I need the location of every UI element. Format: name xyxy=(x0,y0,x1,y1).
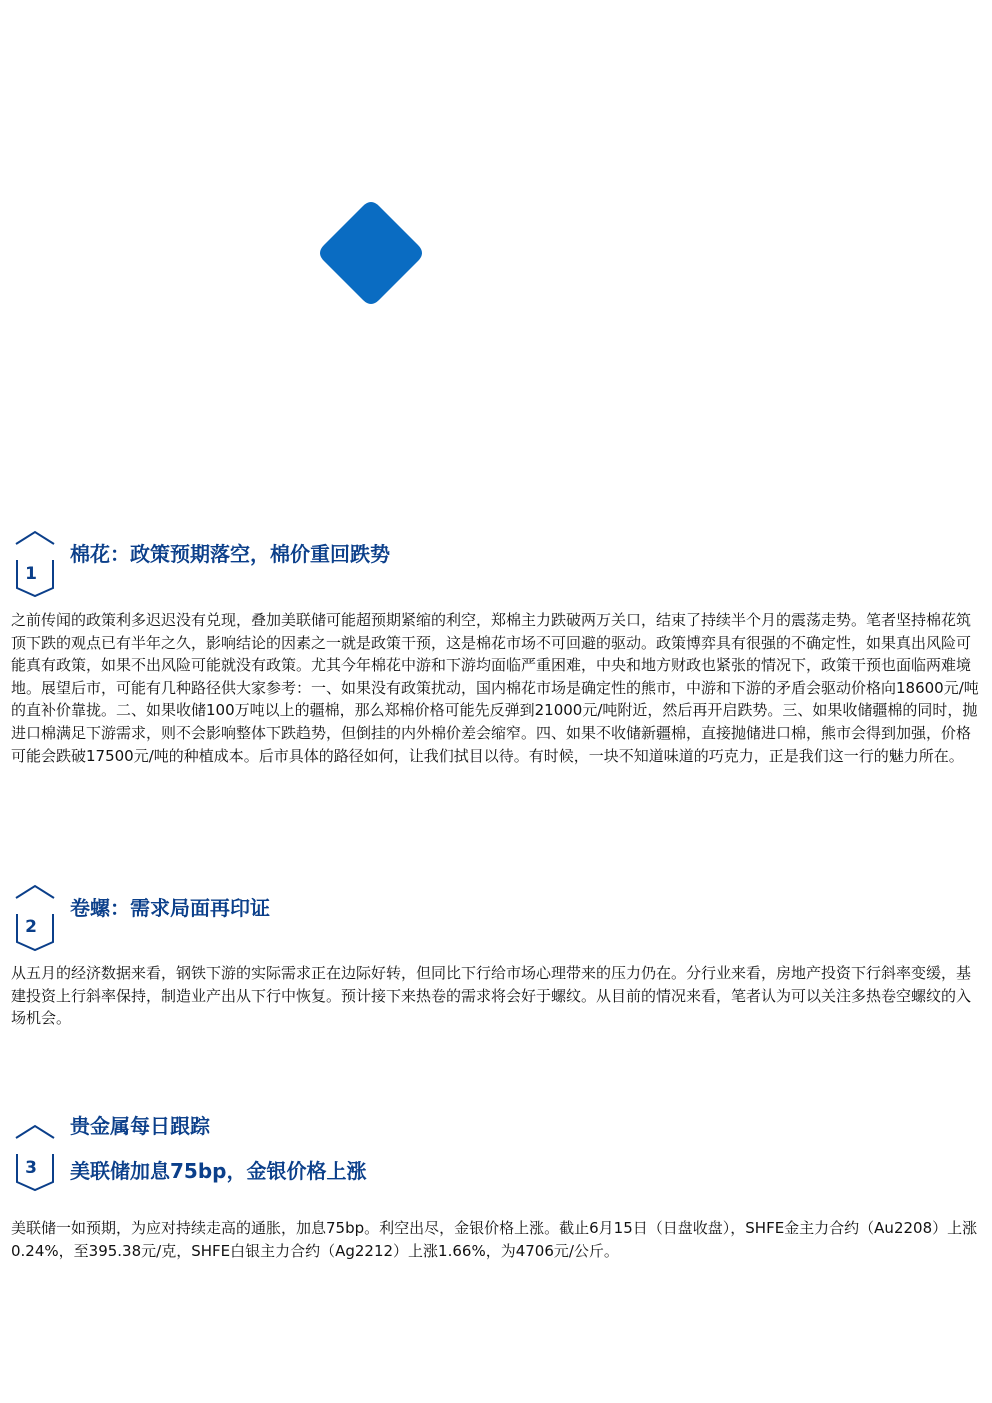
section-body: 从五月的经济数据来看，钢铁下游的实际需求正在边际好转，但同比下行给市场心理带来的压力仍在。分行业来看，房地产投资下行斜率变缓，基建投资上行斜率保持，制造业产出从下行中恢复。预计接下来热卷的需求将会好于螺纹。从目前的情况来看，笔者认为可以关注多热卷空螺纹的入场机会。 xyxy=(11,964,972,1028)
section-title: 美联储加息75bp，金银价格上涨 xyxy=(70,1159,367,1183)
section-title: 卷螺：需求局面再印证 xyxy=(70,896,270,920)
section-body: 之前传闻的政策利多迟迟没有兑现，叠加美联储可能超预期紧缩的利空，郑棉主力跌破两万关口，结束了持续半个月的震荡走势。笔者坚持棉花筑顶下跌的观点已有半年之久，影响结论的因素之一就是政策干预，这是棉花市场不可回避的驱动。政策博弈具有很强的不确定性，如果真出风险可能真有政策，如果不出风险可能就没有政策。尤其今年棉花中游和下游均面临严重困难，中央和地方财政也紧张的情况下，政策干预也面临两难境地。展望后市，可能有几种路径供大家参考：一、如果没有政策扰动，国内棉花市场是确定性的熊市，中游和下游的矛盾会驱动价格向18600元/吨的直补价靠拢。二、如果收储100万吨以上的疆棉，那么郑棉价格可能先反弹到21000元/吨附近，然后再开启跌势。三、如果收储疆棉的同时，抛进口棉满足下游需求，则不会影响整体下跌趋势，但倒挂的内外棉价差会缩窄。四、如果不收储新疆棉，直接抛储进口棉，熊市会得到加强，价格可能会跌破17500元/吨的种植成本。后市具体的路径如何，让我们拭目以待。有时候，一块不知道味道的巧克力，正是我们这一行的魅力所在。 xyxy=(11,611,979,765)
section-title: 棉花：政策预期落空，棉价重回跌势 xyxy=(70,542,390,566)
section-body: 美联储一如预期，为应对持续走高的通胀，加息75bp。利空出尽，金银价格上涨。截止6月15日（日盘收盘），SHFE金主力合约（Au2208）上涨0.24%，至395.38元/克，SHFE白银主力合约（Ag2212）上涨1.66%，为4706元/公斤。 xyxy=(11,1219,978,1260)
section-number: 1 xyxy=(25,564,37,584)
section-number: 3 xyxy=(25,1158,37,1178)
diamond-logo-icon xyxy=(318,200,424,306)
section-number: 2 xyxy=(25,917,37,937)
section-kicker: 贵金属每日跟踪 xyxy=(70,1114,210,1138)
